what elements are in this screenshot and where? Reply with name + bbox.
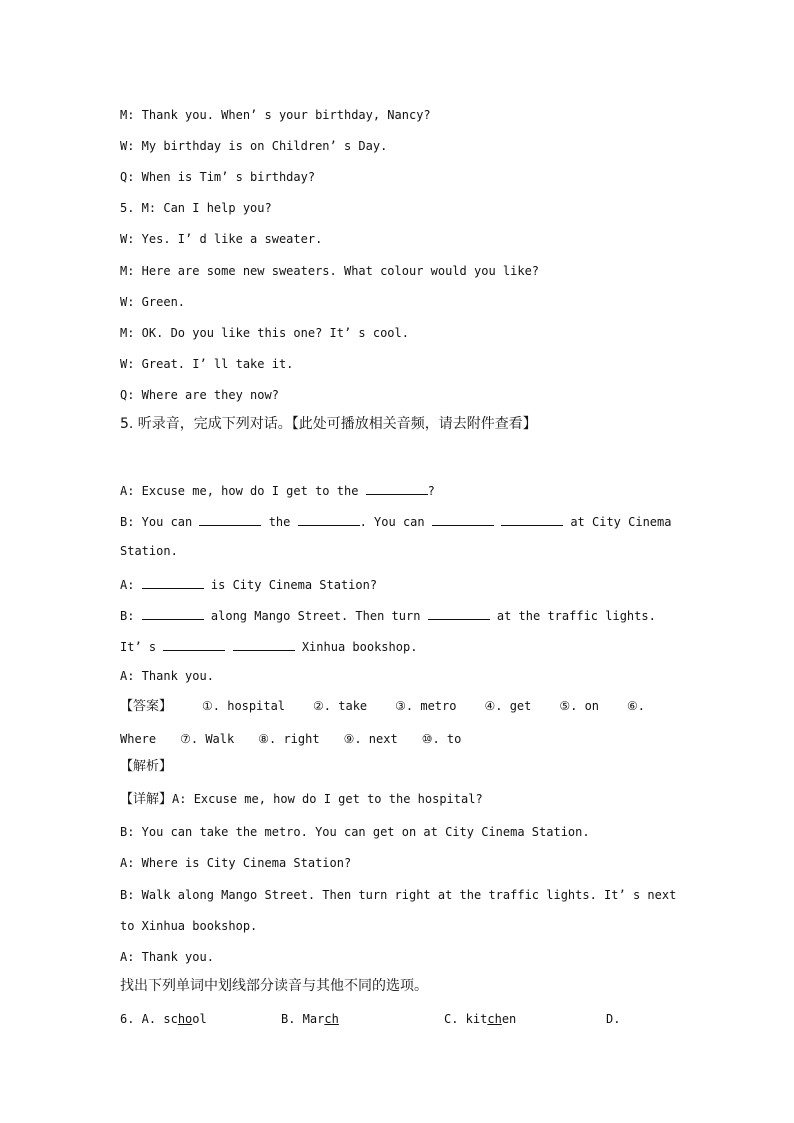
section6-instruction: 找出下列单词中划线部分读音与其他不同的选项。 xyxy=(120,978,428,994)
analysis-line: A: Where is City Cinema Station? xyxy=(120,856,352,870)
text: B: xyxy=(120,609,142,623)
underlined-part: ho xyxy=(177,1012,193,1026)
text: B: You can xyxy=(120,515,200,529)
answer-item: ②. take xyxy=(313,699,368,713)
blank-line-b2-cont xyxy=(120,638,417,654)
analysis-label: 【解析】 xyxy=(120,759,173,774)
answer-item: ①. hospital xyxy=(202,699,286,713)
section5-title: 5. 听录音，完成下列对话。【此处可播放相关音频，请去附件查看】 xyxy=(120,416,537,432)
blank-7[interactable] xyxy=(142,607,204,620)
blank-6[interactable] xyxy=(142,576,204,589)
blank-9[interactable] xyxy=(163,638,225,651)
detail-label: 【详解】 xyxy=(120,792,173,807)
answer-item: ⑩. to xyxy=(421,732,462,746)
dialogue-line: W: Green. xyxy=(120,295,186,309)
text: . You can xyxy=(359,515,432,529)
dialogue-line: A: Thank you. xyxy=(120,669,214,683)
answer-item: ⑧. right xyxy=(258,732,320,746)
dialogue-line: W: My birthday is on Children’ s Day. xyxy=(120,139,388,153)
text: A: Excuse me, how do I get to the hospital? xyxy=(172,792,483,806)
blank-line-b1 xyxy=(120,513,671,529)
answer-item: ⑥. xyxy=(627,699,646,713)
text: at City Cinema xyxy=(563,515,672,529)
dialogue-line: Station. xyxy=(120,544,178,558)
blank-8[interactable] xyxy=(428,607,490,620)
blank-2[interactable] xyxy=(199,513,261,526)
answer-item: ⑤. on xyxy=(559,699,600,713)
text: Xinhua bookshop. xyxy=(294,640,418,654)
dialogue-line: M: Here are some new sweaters. What colour would you like? xyxy=(120,264,540,278)
text: along Mango Street. Then turn xyxy=(203,609,428,623)
dialogue-line: Q: Where are they now? xyxy=(120,388,279,402)
text: en xyxy=(501,1012,517,1026)
answer-item: ④. get xyxy=(484,699,532,713)
analysis-line xyxy=(120,792,483,808)
answer-item: ⑦. Walk xyxy=(180,732,235,746)
text: C. kit xyxy=(444,1012,488,1026)
text: at the traffic lights. xyxy=(489,609,656,623)
underlined-part: ch xyxy=(324,1012,339,1026)
text: the xyxy=(261,515,298,529)
text xyxy=(225,640,232,654)
text: 6. A. xyxy=(120,1012,164,1026)
underlined-part: ch xyxy=(487,1012,502,1026)
analysis-line: B: Walk along Mango Street. Then turn right at the traffic lights. It’ s next xyxy=(120,888,677,902)
blank-line-a2 xyxy=(120,576,377,592)
dialogue-line: M: Thank you. When’ s your birthday, Nancy? xyxy=(120,108,431,122)
text: A: Excuse me, how do I get to the xyxy=(120,484,366,498)
text: It’ s xyxy=(120,640,164,654)
dialogue-line: Q: When is Tim’ s birthday? xyxy=(120,170,316,184)
option-c xyxy=(444,1012,516,1026)
option-b xyxy=(281,1012,339,1026)
answer-line-2 xyxy=(120,732,461,746)
blank-3[interactable] xyxy=(298,513,360,526)
text: ? xyxy=(427,484,435,498)
blank-5[interactable] xyxy=(501,513,563,526)
analysis-line: to Xinhua bookshop. xyxy=(120,919,258,933)
answer-item: Where xyxy=(120,732,157,746)
dialogue-line: M: OK. Do you like this one? It’ s cool. xyxy=(120,326,409,340)
text: B. Mar xyxy=(281,1012,325,1026)
text: sc xyxy=(163,1012,178,1026)
answer-item: ⑨. next xyxy=(343,732,398,746)
answer-item: ③. metro xyxy=(395,699,457,713)
text: A: xyxy=(120,578,142,592)
blank-line-a1 xyxy=(120,482,435,498)
text xyxy=(494,515,501,529)
option-d: D. xyxy=(606,1012,621,1026)
answer-label: 【答案】 xyxy=(120,699,173,714)
dialogue-line: 5. M: Can I help you? xyxy=(120,201,272,215)
answer-line-1 xyxy=(120,699,645,715)
question-6 xyxy=(120,1012,207,1026)
dialogue-line: W: Yes. I’ d like a sweater. xyxy=(120,232,323,246)
dialogue-line: W: Great. I’ ll take it. xyxy=(120,357,294,371)
blank-1[interactable] xyxy=(366,482,428,495)
blank-4[interactable] xyxy=(432,513,494,526)
analysis-line: A: Thank you. xyxy=(120,950,214,964)
analysis-line: B: You can take the metro. You can get on at City Cinema Station. xyxy=(120,825,590,839)
text: is City Cinema Station? xyxy=(203,578,378,592)
blank-line-b2 xyxy=(120,607,656,623)
blank-10[interactable] xyxy=(233,638,295,651)
text: ol xyxy=(192,1012,207,1026)
